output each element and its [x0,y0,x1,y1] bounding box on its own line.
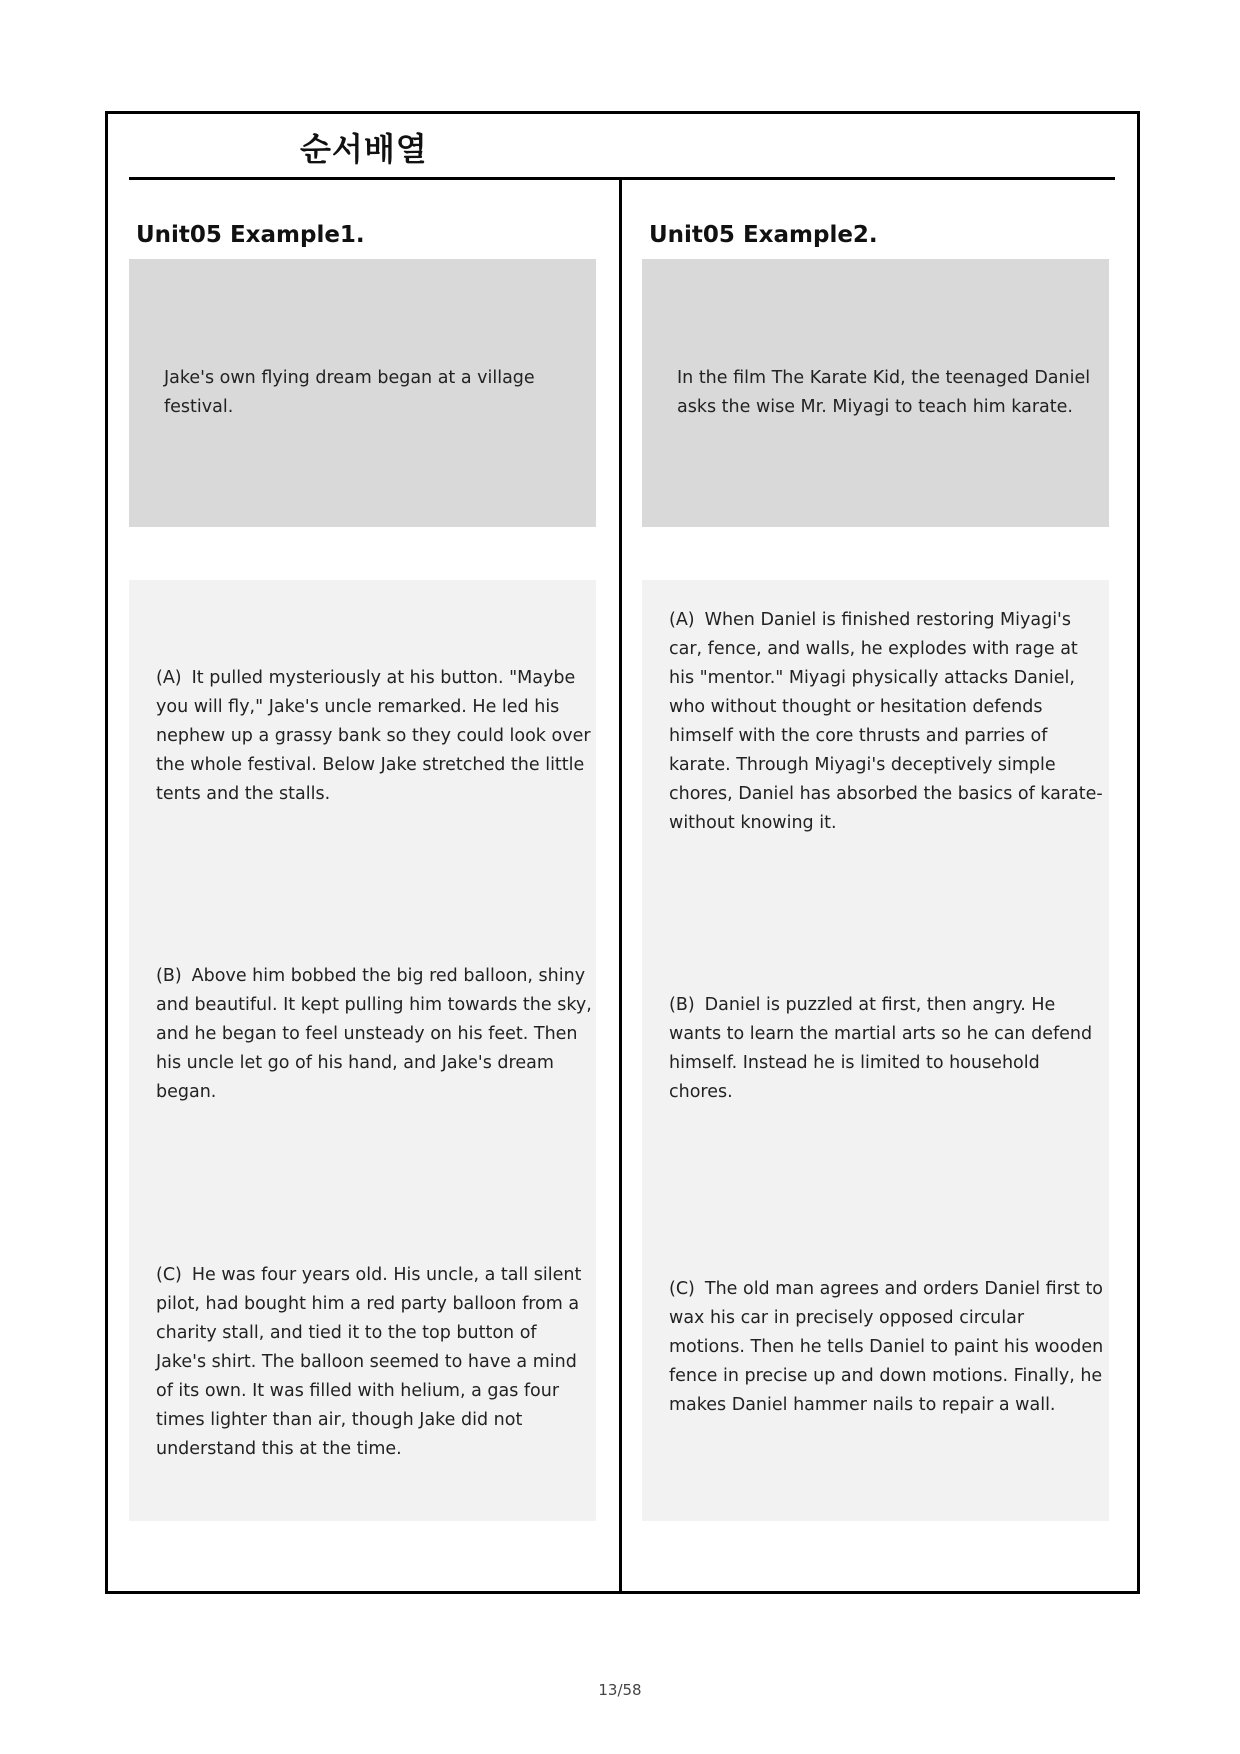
passage-box-example1 [129,580,596,1521]
passage-text: It pulled mysteriously at his button. "Maybe you will fly," Jake's uncle remarked. He led his nephew up a grassy bank so they could look over the whole festival. Below Jake stretched the little tents and the stalls. [156,668,597,804]
passage-text: Above him bobbed the big red balloon, shiny and beautiful. It kept pulling him towards the sky, and he began to feel unsteady on his feet. Then his uncle let go of his hand, and Jake's dream began. [156,966,598,1102]
passage-text: When Daniel is finished restoring Miyagi's car, fence, and walls, he explodes with rage at his "mentor." Miyagi physically attacks Daniel, who without thought or hesitation defends himself with the core thrusts and parries of karate. Through Miyagi's deceptively simple chores, Daniel has absorbed the basics of karate-without knowing it. [669,610,1103,833]
unit-heading-example1: Unit05 Example1. [136,222,365,248]
intro-box-example1 [129,259,596,527]
passage-text: The old man agrees and orders Daniel first to wax his car in precisely opposed circular motions. Then he tells Daniel to paint his wooden fence in precise up and down motions. Finally, he makes Daniel hammer nails to repair a wall. [669,1279,1109,1415]
passage-c-example2 [669,1275,1109,1420]
unit-heading-example2: Unit05 Example2. [649,222,878,248]
passage-box-example2 [642,580,1109,1521]
passage-label: (B) [156,966,182,986]
intro-text-example1: Jake's own flying dream began at a village festival. [164,368,541,417]
intro-text-example2: In the film The Karate Kid, the teenaged Daniel asks the wise Mr. Miyagi to teach him karate. [677,368,1096,417]
passage-c-example1 [156,1261,592,1464]
page-title: 순서배열 [300,130,428,168]
passage-label: (C) [669,1279,695,1299]
passage-a-example1 [156,664,597,809]
page-number: 13/58 [598,1681,642,1699]
passage-text: Daniel is puzzled at first, then angry. He wants to learn the martial arts so he can defend himself. Instead he is limited to household chores. [669,995,1098,1102]
title-underline [129,177,1115,180]
passage-label: (A) [156,668,182,688]
passage-label: (B) [669,995,695,1015]
passage-text: He was four years old. His uncle, a tall silent pilot, had bought him a red party balloon from a charity stall, and tied it to the top button of Jake's shirt. The balloon seemed to have a mind of its own. It was filled with helium, a gas four times lighter than air, though Jake did not understand this at the time. [156,1265,587,1459]
intro-box-example2 [642,259,1109,527]
passage-b-example1 [156,962,598,1107]
passage-label: (A) [669,610,695,630]
passage-b-example2 [669,991,1105,1107]
passage-label: (C) [156,1265,182,1285]
passage-a-example2 [669,606,1105,838]
column-divider [619,179,622,1592]
